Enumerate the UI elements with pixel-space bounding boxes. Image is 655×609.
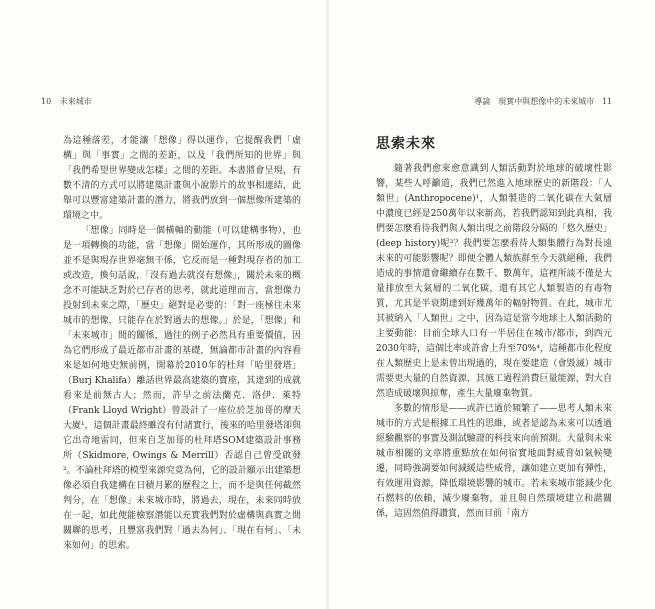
right-page-body	[376, 162, 612, 522]
right-paragraph-1: 隨著我們愈來愈意識到人類活動對於地球的破壞性影響，某些人呼籲道，我們已然進入地球歷史的新階段：「人類世」(Anthropocene)¹，人類製造的二氧化碳在大氣層中濃度已經是250萬年以來新高，若我們認知到此真相，我們要怎麼看待我們與人類出現之前階段分隔的「悠久歷史」(deep history)呢³？我們要怎麼看待人類集體行為對長遠未來的可能影響呢？即便全體人類族群至今天就絕種，我們造成的事情還會繼續存在數千、數萬年，這裡所談不僅是大量排放至大氣層的二氧化碳，還有其它人類製造的有毒物質，尤其是半衰期達到好幾萬年的輻射物質。在此，城市尤其被納入「人類世」之中，因為這是當今地球上人類活動的主要動能：目前全球人口有一半居住在城市/都市，到西元2030年時，這個比率或許會上升至70%⁴，這種都市化程度在人類歷史上是未曾出現過的，現在要建造（會毀滅）城市需要更大量的自然資源，其施工過程消費巨量能源，對大自然造成破壞與掠奪，產生大量廢棄物質。	[376, 164, 612, 399]
left-paragraph-1: 為這種落差，才能讓「想像」得以運作，它提醒我們「虛構」與「事實」之間的差距，以及「我們所知的世界」與「我們希望世界變成怎樣」之間的差距。本書將會呈現，有數不清的方式可以將建築計畫與小說影片的故事相連結，此舉可以豐富建築計畫的潛力，將我們放到一個想像所建築的環境之中。	[63, 136, 301, 221]
left-running-header	[41, 96, 92, 107]
left-paragraph-2: 「想像」同時是一個橫軸的動能（可以建構事物），也是一項轉換的功能，當「想像」開始運作，其所形成的圖像並不是與現存世界毫無干係，它反而是一種對現存者的加工或改造，換句話說，「沒有過去就沒有想像」，關於未來的概念不可能缺乏對於已存者的思考，就此道理而言，當想像力投射到未來之際，「歷史」絕對是必要的：「對一座極往未來城市的想像，只能存在於對過去的想像。」於是，「想像」和「未來城市」間的關係，過往的例子必然具有重要價值，因為它們形成了最近都市計畫的基礎，無論都市計畫的內容看來是如何地史無前例，開幕於2010年的杜拜「哈里發塔」（Burj Khalifa）離話世界最高建築的寶座，其達到的成就看來是前無古人；然而，許早之前法蘭克．洛伊．萊特（Frank Lloyd Wright）曾設計了一座位於芝加哥的摩天大廈¹，這個計畫最終雖沒有付諸實行，後來的哈里發塔卻與它出奇地雷同，但來自芝加哥的杜拜塔SOM建築設計事務所（Skidmore, Owings & Merrill）否認自己曾受啟發²。不論杜拜塔的模型來源究竟為何，它的設計顯示出建築想像必須自我建構在日積月累的歷程之上，而不是與任何截然判分，在「想像」未來城市時，將過去，現在，未來同時放在一起，如此便能檢察潛能以充實我們對於虛構與真實之間關聯的思考，且豐富我們對「過去為何」、「現在有何」、「未來如何」的思索。	[63, 226, 301, 551]
page-gutter	[326, 0, 329, 609]
right-running-title: 導論 現實中與想像中的未來城市	[474, 97, 595, 106]
left-page-number: 10	[41, 97, 52, 106]
right-running-header	[469, 96, 612, 107]
right-paragraph-2: 多數的情形是——或許已過於頻繁了——思考人類未來城市的方式是根據工具性的思維，或者是認為未來可以透過經驗觀察的事實及測試驗證的科技來向前預測。大量與未來城市相關的文章將重點放在如何宿實地面對威脅如氣候變遷，同時強調要如何減緩這些威脅，讓如建立更加有彈性，有效運用資源，降低環境影響的城市。若未來城市能減少化石燃料的依賴，減少廢棄物，並且與自然環境建立和諧關係，這固然值得讚賞，然而目前「南方	[376, 404, 612, 519]
left-page-body	[63, 134, 301, 554]
right-page-number: 11	[601, 97, 612, 106]
section-heading: 思索未來	[376, 136, 436, 152]
left-running-title: 未來城市	[59, 97, 92, 106]
